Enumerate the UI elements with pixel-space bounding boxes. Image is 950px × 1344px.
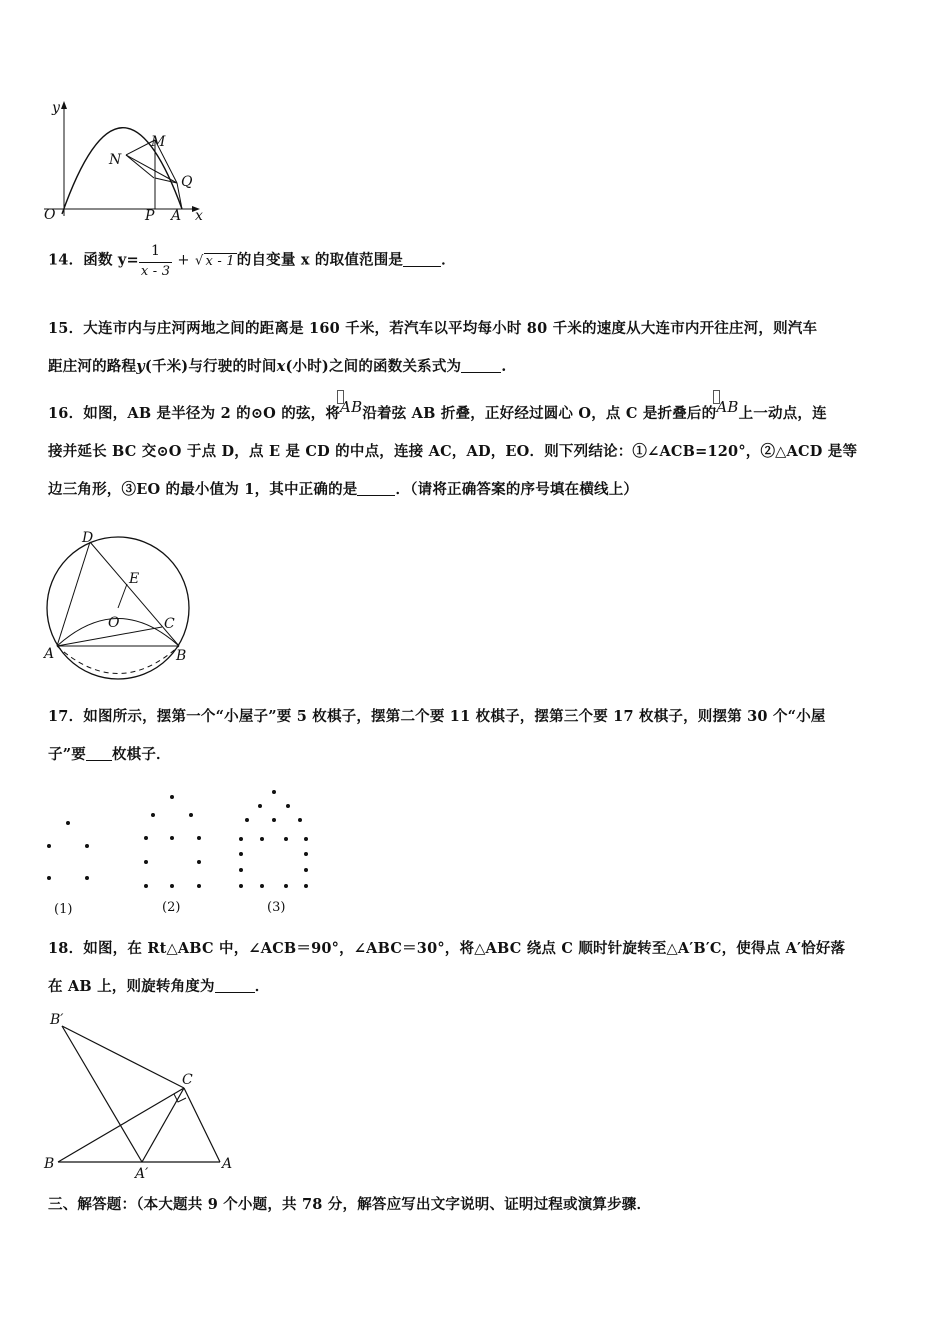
q16-text-4: 边三角形，③EO 的最小值为 1，其中正确的是	[48, 481, 358, 498]
label-y: y	[52, 100, 60, 116]
question-18	[48, 930, 908, 1006]
label-e: E	[129, 571, 140, 587]
q14-fraction	[139, 240, 172, 281]
q14-frac-den: x - 3	[140, 264, 171, 279]
parabola-svg	[40, 98, 215, 223]
label-a-prime: A′	[135, 1166, 149, 1182]
q15-line-1: 15．大连市内与庄河两地之间的距离是 160 千米，若汽车以平均每小时 80 千米的速度从大连市内开往庄河，则汽车	[48, 320, 818, 337]
q14-answer-blank[interactable]	[403, 250, 441, 267]
circle-figure	[38, 528, 198, 688]
q18-text-a: 在 AB 上，则旋转角度为	[48, 978, 215, 995]
house-label-1: (1)	[54, 902, 73, 917]
label-a: A	[222, 1156, 233, 1172]
q15-end: .	[501, 358, 507, 375]
q17-text-a: 子”要	[48, 746, 86, 763]
q15-answer-blank[interactable]	[461, 356, 501, 373]
house-2-dots	[144, 795, 201, 888]
q15-var-x: x	[276, 358, 286, 375]
q17-line-1: 17．如图所示，摆第一个“小屋子”要 5 枚棋子，摆第二个要 11 枚棋子，摆第三个要 17 枚棋子，则摆第 30 个“小屋	[48, 708, 826, 725]
q17-text-b: 枚棋子．	[111, 746, 171, 763]
label-o-center: O	[108, 615, 120, 631]
q14-line	[48, 240, 908, 281]
label-a: A	[171, 208, 182, 223]
label-o: O	[44, 207, 56, 223]
q16-line-3	[48, 471, 908, 509]
q15-text-b: (千米)与行驶的时间	[144, 358, 277, 375]
q16-answer-blank[interactable]	[357, 479, 395, 496]
q14-radicand: x - 1	[205, 253, 235, 269]
question-16	[48, 394, 908, 509]
q16-text-1: 16．如图，AB 是半径为 2 的⊙O 的弦，将	[48, 405, 341, 422]
label-p: P	[145, 208, 155, 223]
q15-line-2	[48, 348, 908, 386]
q16-arc-ab-2: AB	[716, 398, 739, 416]
q15-text-c: (小时)之间的函数关系式为	[285, 358, 462, 375]
q17-answer-blank[interactable]	[86, 744, 112, 761]
q18-line-2	[48, 968, 908, 1006]
q14-frac-num: 1	[150, 243, 161, 259]
q16-line-2: 接并延长 BC 交⊙O 于点 D，点 E 是 CD 的中点，连接 AC，AD，EO．则下列结论：①∠ACB=120°，②△ACD 是等	[48, 443, 858, 460]
q14-prefix: 14．函数 y=	[48, 251, 139, 269]
house-3-dots	[239, 790, 308, 888]
q15-var-y: y	[136, 358, 145, 375]
triangle-svg	[38, 1008, 248, 1183]
q16-text-5: ．（请将正确答案的序号填在横线上）	[395, 481, 639, 498]
q15-text-a: 距庄河的路程	[48, 358, 137, 375]
label-a: A	[44, 646, 55, 662]
q18-answer-blank[interactable]	[215, 976, 255, 993]
label-m: M	[151, 134, 166, 150]
q16-line-1	[48, 394, 908, 433]
house-1-dots	[47, 821, 89, 880]
triangle-figure	[38, 1008, 248, 1183]
section-3-title: 三、解答题：（本大题共 9 个小题，共 78 分，解答应写出文字说明、证明过程或演算步骤．	[48, 1196, 652, 1213]
q16-arc-ab-1: AB	[340, 398, 363, 416]
question-17	[48, 698, 908, 774]
label-b: B	[44, 1156, 55, 1172]
dots-figure	[38, 782, 338, 922]
house-label-2: (2)	[162, 900, 181, 915]
label-q: Q	[181, 174, 193, 190]
label-b-prime: B′	[50, 1012, 64, 1028]
q14-plus: +	[177, 252, 190, 269]
label-n: N	[109, 152, 122, 168]
q18-text-b: ．	[254, 978, 270, 995]
parabola-figure	[40, 98, 215, 223]
q16-text-3: 上一动点，连	[738, 405, 827, 422]
house-label-3: (3)	[267, 900, 286, 915]
q17-line-2	[48, 736, 908, 774]
label-d: D	[82, 530, 94, 546]
label-b: B	[176, 648, 187, 664]
dots-svg	[38, 782, 338, 922]
q14-sqrt: √ x - 1	[195, 253, 235, 269]
label-c: C	[182, 1072, 193, 1088]
question-15	[48, 310, 908, 386]
q16-text-2: 沿着弦 AB 折叠，正好经过圆心 O，点 C 是折叠后的	[362, 405, 717, 422]
q14-end: ．	[441, 251, 456, 269]
q14-text: 的自变量 x 的取值范围是	[236, 251, 404, 269]
circle-svg	[38, 528, 198, 688]
label-c: C	[164, 616, 175, 632]
label-x: x	[195, 208, 203, 223]
section-3-heading	[48, 1186, 908, 1224]
q18-line-1: 18．如图，在 Rt△ABC 中，∠ACB＝90°，∠ABC＝30°，将△ABC 绕点 C 顺时针旋转至△A′B′C，使得点 A′恰好落	[48, 940, 846, 957]
question-14	[48, 240, 908, 281]
